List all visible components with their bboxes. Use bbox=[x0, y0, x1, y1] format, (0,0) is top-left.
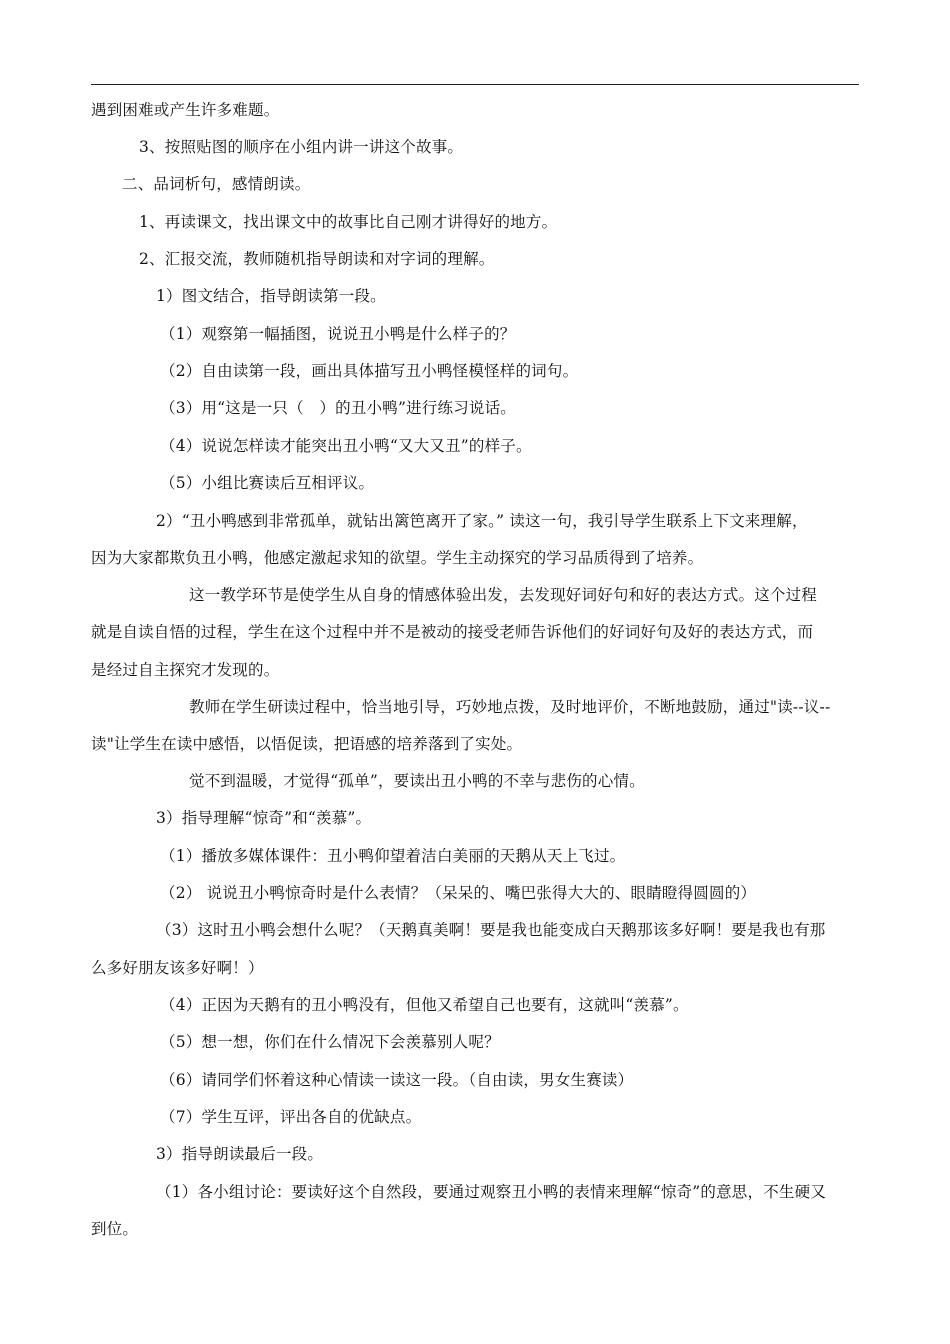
text-line: （4）说说怎样读才能突出丑小鸭“又大又丑”的样子。 bbox=[160, 437, 532, 455]
text-line: 这一教学环节是使学生从自身的情感体验出发，去发现好词好句和好的表达方式。这个过程 bbox=[189, 586, 818, 604]
text-line: 3）指导朗读最后一段。 bbox=[156, 1145, 324, 1163]
text-line: 1）图文结合，指导朗读第一段。 bbox=[156, 287, 386, 305]
section-heading: 二、品词析句，感情朗读。 bbox=[122, 175, 311, 193]
text-line: （1）观察第一幅插图，说说丑小鸭是什么样子的？ bbox=[160, 325, 516, 343]
text-line: （5）想一想，你们在什么情况下会羡慕别人呢？ bbox=[160, 1033, 500, 1051]
text-line: 2）“丑小鸭感到非常孤单，就钻出篱笆离开了家。” 读这一句，我引导学生联系上下文来理解， bbox=[156, 512, 808, 530]
text-line: （1）播放多媒体课件：丑小鸭仰望着洁白美丽的天鹅从天上飞过。 bbox=[160, 847, 626, 865]
text-line: 到位。 bbox=[91, 1220, 139, 1238]
text-line: 读"让学生在读中感悟，以悟促读，把语感的培养落到了实处。 bbox=[91, 735, 523, 753]
text-line: （3）用“这是一只（ ）的丑小鸭”进行练习说话。 bbox=[160, 399, 517, 417]
text-line: （7）学生互评，评出各自的优缺点。 bbox=[160, 1108, 422, 1126]
text-line: 么多好朋友该多好啊！） bbox=[91, 959, 264, 977]
text-line: 遇到困难或产生许多难题。 bbox=[91, 101, 280, 119]
header-rule bbox=[91, 84, 859, 85]
text-line: 因为大家都欺负丑小鸭，他感定激起求知的欲望。学生主动探究的学习品质得到了培养。 bbox=[91, 549, 704, 567]
text-line: 2、汇报交流，教师随机指导朗读和对字词的理解。 bbox=[139, 250, 495, 268]
text-line: （5）小组比赛读后互相评议。 bbox=[160, 474, 375, 492]
text-line: （1）各小组讨论：要读好这个自然段，要通过观察丑小鸭的表情来理解“惊奇”的意思，不生硬又 bbox=[156, 1183, 827, 1201]
text-line: （2）自由读第一段，画出具体描写丑小鸭怪模怪样的词句。 bbox=[160, 362, 579, 380]
text-line: 1、再读课文，找出课文中的故事比自己刚才讲得好的地方。 bbox=[139, 213, 558, 231]
text-line: （4）正因为天鹅有的丑小鸭没有，但他又希望自己也要有，这就叫“羡慕”。 bbox=[160, 996, 689, 1014]
text-line: 就是自读自悟的过程，学生在这个过程中并不是被动的接受老师告诉他们的好词好句及好的表达方式，而 bbox=[91, 623, 814, 641]
text-line: 教师在学生研读过程中，恰当地引导，巧妙地点拨，及时地评价，不断地鼓励，通过"读--议-- bbox=[189, 698, 831, 716]
text-line: 是经过自主探究才发现的。 bbox=[91, 661, 280, 679]
text-line: （6）请同学们怀着这种心情读一读这一段。（自由读，男女生赛读） bbox=[160, 1071, 634, 1089]
text-line: 觉不到温暖，才觉得“孤单”，要读出丑小鸭的不幸与悲伤的心情。 bbox=[189, 772, 645, 790]
text-line: 3、按照贴图的顺序在小组内讲一讲这个故事。 bbox=[139, 138, 464, 156]
text-line: （2） 说说丑小鸭惊奇时是什么表情？（呆呆的、嘴巴张得大大的、眼睛瞪得圆圆的） bbox=[160, 884, 757, 902]
text-line: 3）指导理解“惊奇”和“羡慕”。 bbox=[156, 809, 372, 827]
text-line: （3）这时丑小鸭会想什么呢？（天鹅真美啊！要是我也能变成白天鹅那该多好啊！要是我也有那 bbox=[156, 921, 826, 939]
